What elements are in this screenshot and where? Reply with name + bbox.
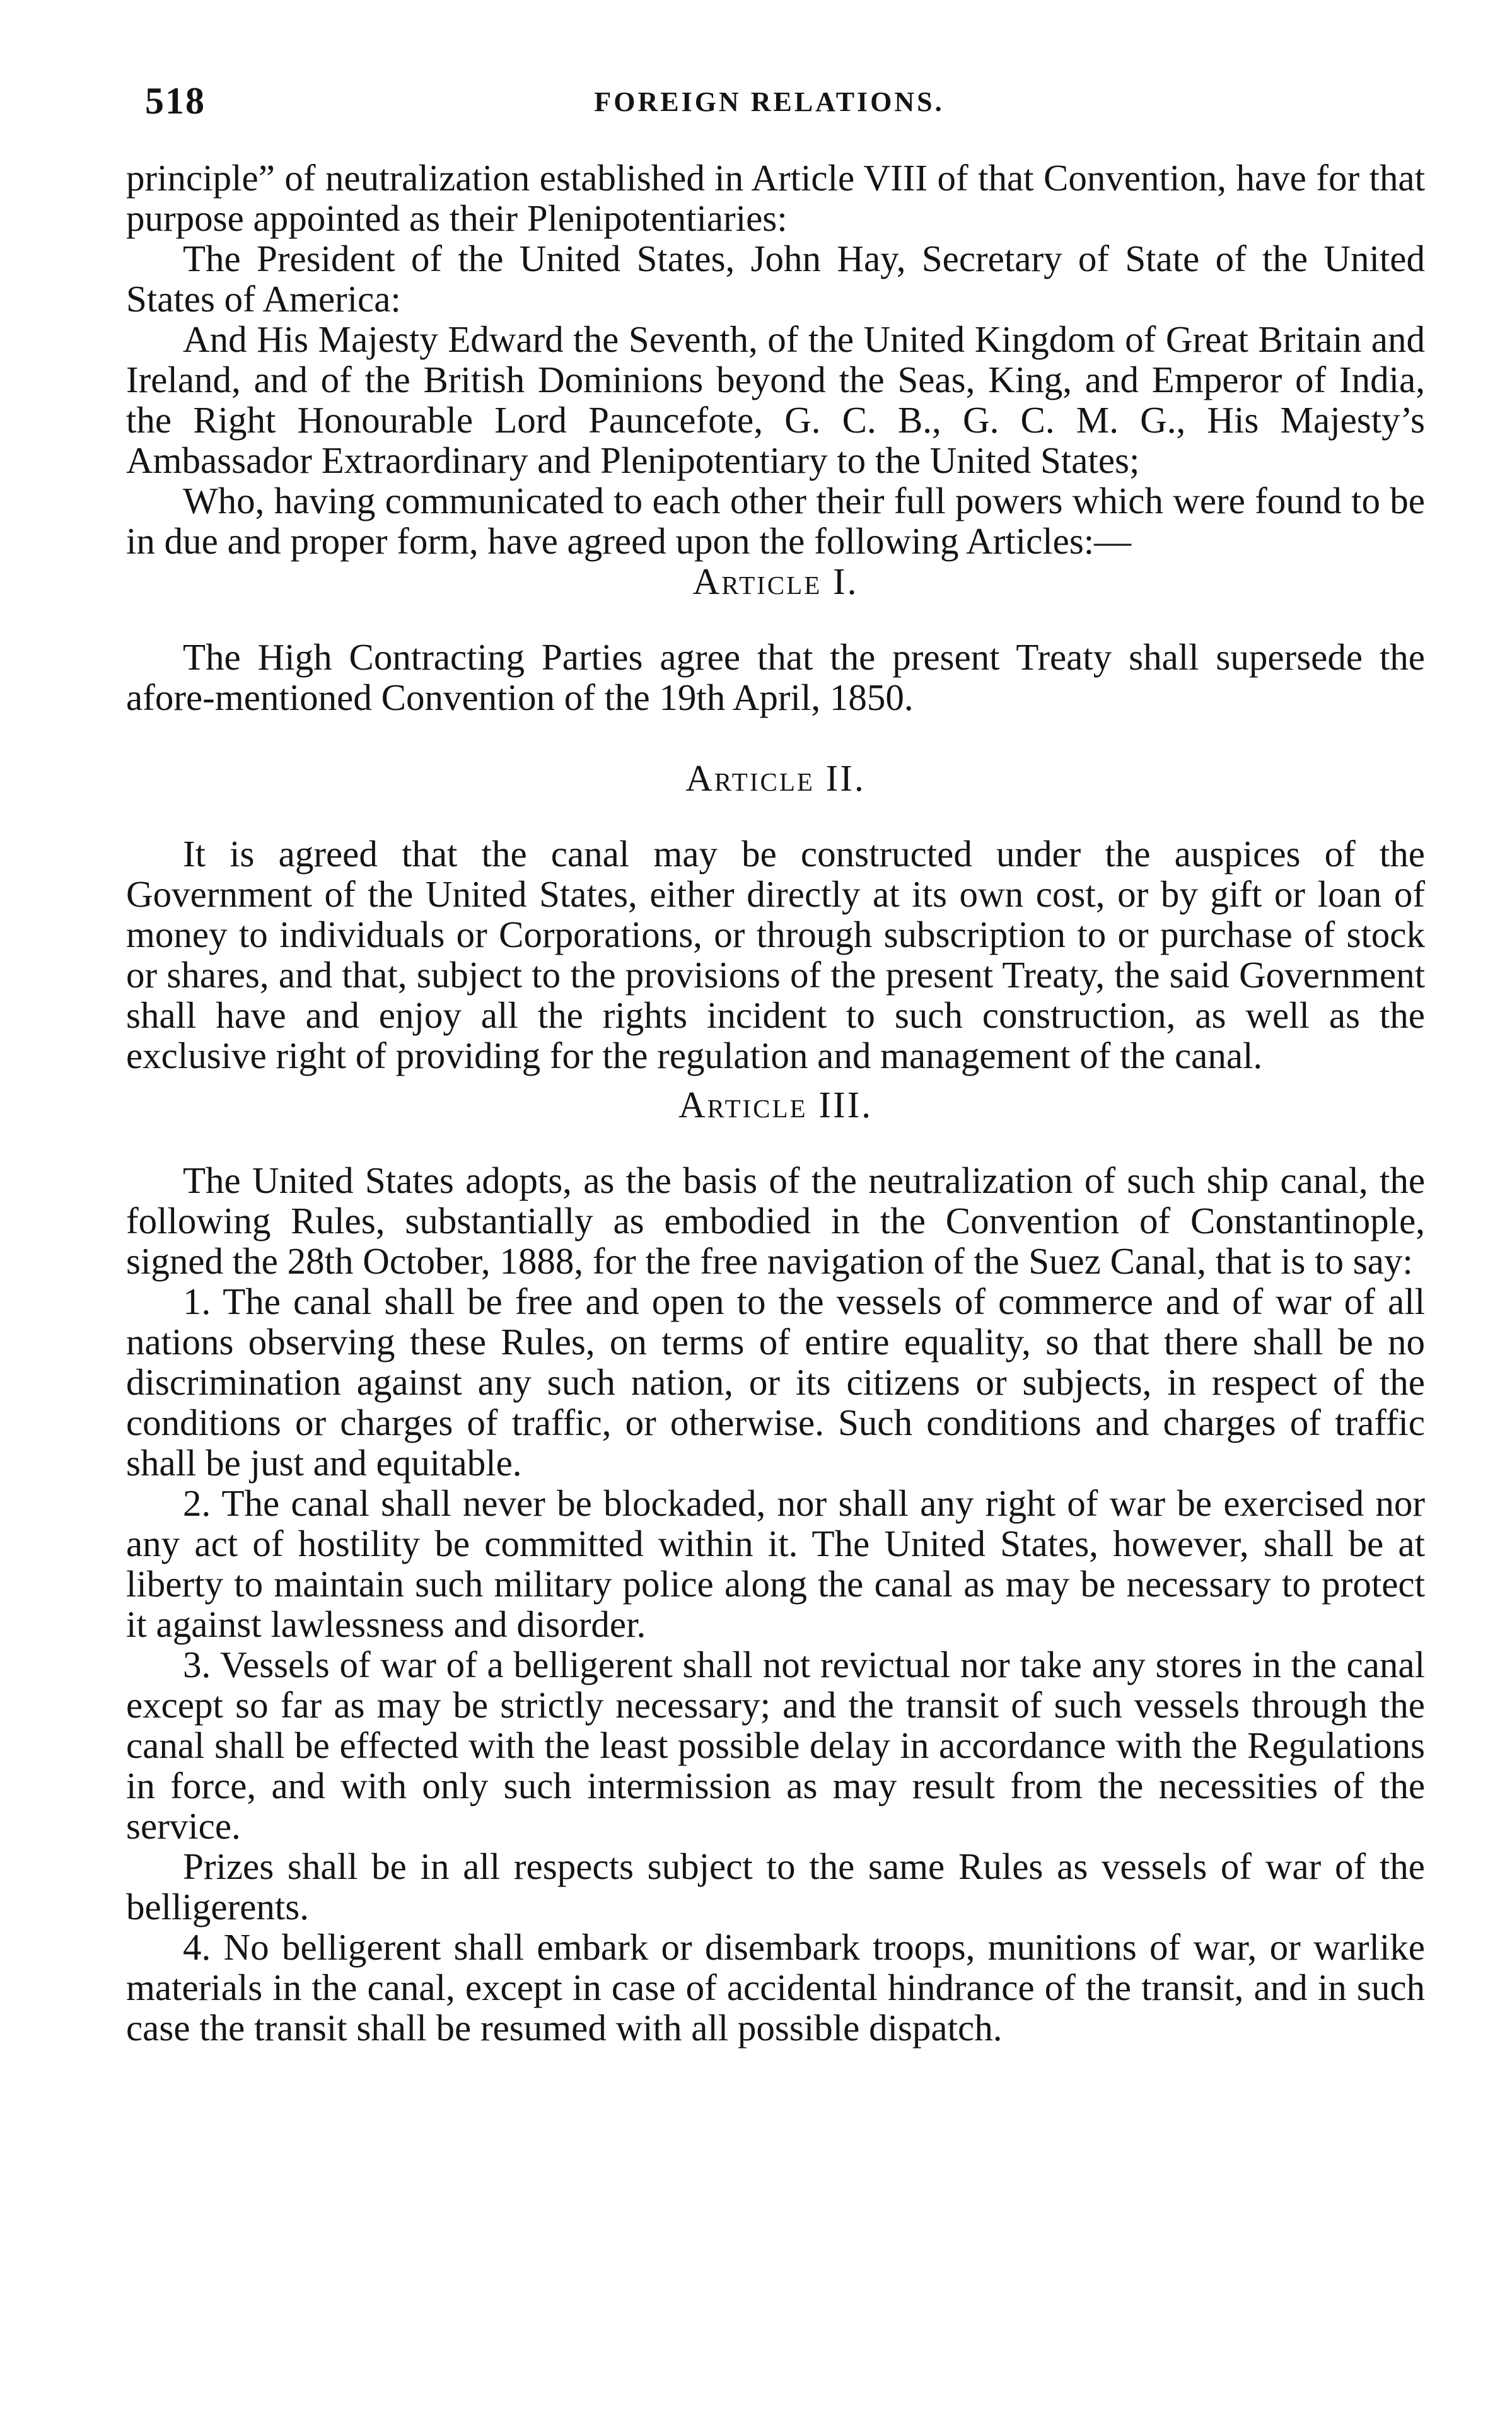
- body-text: [126, 158, 1425, 2048]
- page-number: 518: [145, 80, 206, 122]
- running-head-title: FOREIGN RELATIONS.: [594, 86, 945, 117]
- rule-3: 3. Vessels of war of a belligerent shall not revictual nor take any stores in the canal except so far as may be strictly necessary; and the transit of such vessels through the canal shall be effected with the least possible delay in accordance with the Regulations in force, and with only such intermission as may result from the necessities of the service.: [126, 1644, 1425, 1847]
- paragraph-full-powers: Who, having communicated to each other their full powers which were found to be in due and proper form, have agreed upon the following Articles:—: [126, 480, 1425, 562]
- spacer: [126, 718, 1425, 758]
- paragraph-continuation: principle” of neutralization established in Article VIII of that Convention, have for that purpose appointed as their Plenipotentiaries:: [126, 157, 1425, 239]
- article-2-heading: Article II.: [685, 757, 866, 799]
- article-1-text: The High Contracting Parties agree that the present Treaty shall supersede the afore-mentioned Convention of the 19th April, 1850.: [126, 636, 1425, 718]
- rule-3-prizes: Prizes shall be in all respects subject to the same Rules as vessels of war of the belligerents.: [126, 1846, 1425, 1927]
- rule-2: 2. The canal shall never be blockaded, nor shall any right of war be exercised nor any act of hostility be committed within it. The United States, however, shall be at liberty to maintain such military police along the canal as may be necessary to protect it against lawlessness and disorder.: [126, 1482, 1425, 1645]
- spacer: [126, 1076, 1425, 1084]
- spacer: [126, 602, 1425, 637]
- spacer: [126, 1125, 1425, 1160]
- article-1-heading: Article I.: [692, 561, 859, 602]
- rule-1: 1. The canal shall be free and open to the vessels of commerce and of war of all nations observing these Rules, on terms of entire equality, so that there shall be no discrimination against any such nation, or its citizens or subjects, in respect of the conditions or charges of traffic, or otherwise. Such conditions and charges of traffic shall be just and equitable.: [126, 1281, 1425, 1484]
- article-3-text: The United States adopts, as the basis of the neutralization of such ship canal, the following Rules, substantially as embodied in the Convention of Constantinople, signed the 28th October, 1888, for the free navigation of the Suez Canal, that is to say:: [126, 1160, 1425, 1282]
- article-2-text: It is agreed that the canal may be constructed under the auspices of the Government of the United States, either directly at its own cost, or by gift or loan of money to individuals or Corporations, or through subscription to or purchase of stock or shares, and that, subject to the provisions of the present Treaty, the said Government shall have and enjoy all the rights incident to such construction, as well as the exclusive right of providing for the regulation and management of the canal.: [126, 833, 1425, 1076]
- spacer: [126, 798, 1425, 834]
- rule-4: 4. No belligerent shall embark or disembark troops, munitions of war, or warlike materials in the canal, except in case of accidental hindrance of the transit, and in such case the transit shall be resumed with all possible dispatch.: [126, 1926, 1425, 2049]
- paragraph-majesty: And His Majesty Edward the Seventh, of the United Kingdom of Great Britain and Ireland, and of the British Dominions beyond the Seas, King, and Emperor of India, the Right Honourable Lord Pauncefote, G. C. B., G. C. M. G., His Majesty’s Ambassador Extraordinary and Plenipotentiary to the United States;: [126, 318, 1425, 481]
- paragraph-president: The President of the United States, John Hay, Secretary of State of the United States of America:: [126, 238, 1425, 320]
- running-head: [126, 79, 1412, 130]
- article-3-heading: Article III.: [678, 1084, 873, 1125]
